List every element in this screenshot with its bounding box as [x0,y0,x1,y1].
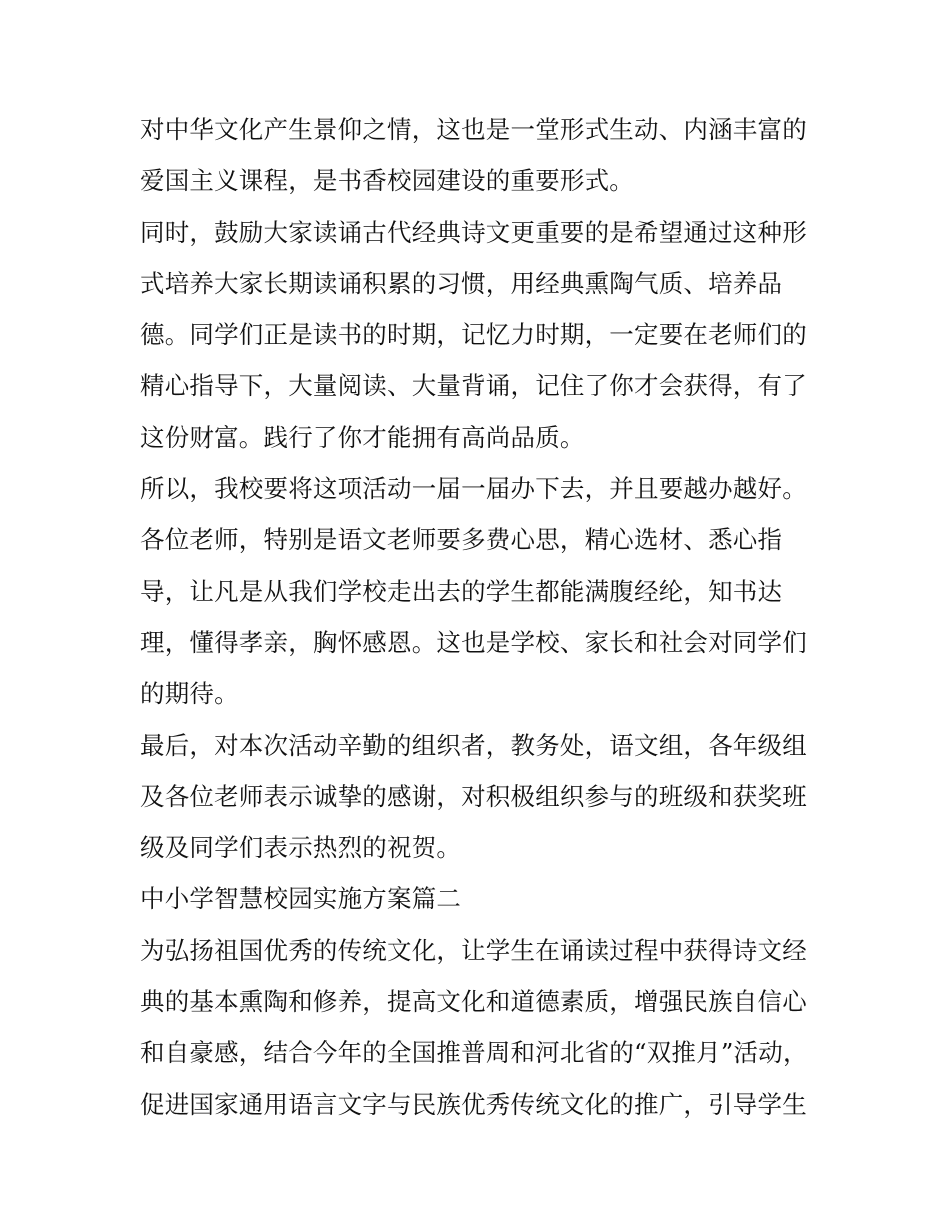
text-line: 的期待。 [140,679,239,709]
text-line: 式培养大家长期读诵积累的习惯，用经典熏陶气质、培养品 [140,268,783,298]
section-heading: 中小学智慧校园实施方案篇二 [140,884,462,914]
document-body [140,104,820,1130]
text-line: 促进国家通用语言文字与民族优秀传统文化的推广，引导学生 [140,1089,807,1119]
text-line: 最后，对本次活动辛勤的组织者，教务处，语文组，各年级组 [140,730,807,760]
text-line: 导，让凡是从我们学校走出去的学生都能满腹经纶，知书达 [140,576,783,606]
text-line: 同时，鼓励大家读诵古代经典诗文更重要的是希望通过这种形 [140,217,807,247]
text-line: 及各位老师表示诚挚的感谢，对积极组织参与的班级和获奖班 [140,781,807,811]
text-line: 和自豪感，结合今年的全国推普周和河北省的“双推月”活动， [140,1038,808,1068]
text-line: 德。同学们正是读书的时期，记忆力时期，一定要在老师们的 [140,320,807,350]
text-line: 理，懂得孝亲，胸怀感恩。这也是学校、家长和社会对同学们 [140,627,807,657]
text-line: 级及同学们表示热烈的祝贺。 [140,833,462,863]
text-line: 典的基本熏陶和修养，提高文化和道德素质，增强民族自信心 [140,987,807,1017]
text-line: 为弘扬祖国优秀的传统文化，让学生在诵读过程中获得诗文经 [140,935,807,965]
text-line: 所以，我校要将这项活动一届一届办下去，并且要越办越好。 [140,474,807,504]
text-line: 这份财富。践行了你才能拥有高尚品质。 [140,422,585,452]
text-line: 各位老师，特别是语文老师要多费心思，精心选材、悉心指 [140,525,783,555]
text-line: 对中华文化产生景仰之情，这也是一堂形式生动、内涵丰富的 [140,115,807,144]
text-line: 精心指导下，大量阅读、大量背诵，记住了你才会获得，有了 [140,371,807,401]
text-line: 爱国主义课程，是书香校园建设的重要形式。 [140,166,634,196]
